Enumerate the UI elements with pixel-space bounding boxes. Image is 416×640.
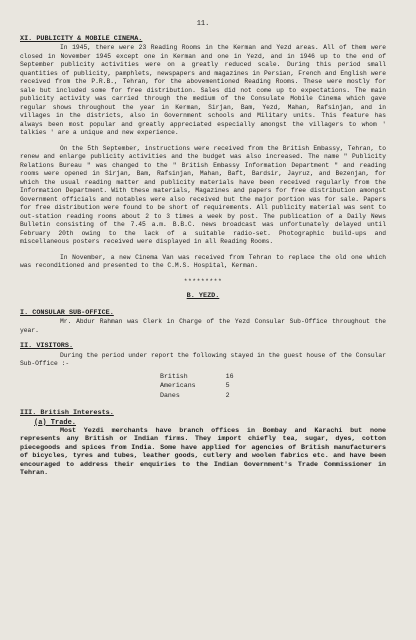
visitor-nationality: Americans — [160, 382, 196, 389]
section-consular-sub-office — [20, 309, 386, 336]
page-number: 11. — [196, 20, 210, 28]
table-row — [160, 373, 234, 383]
table-row — [160, 392, 234, 402]
section-heading-visitors: II. VISITORS. — [20, 342, 74, 350]
paragraph-publicity-1: In 1945, there were 23 Reading Rooms in the Kerman and Yezd areas. All of them were closed in November 1945 except one in Kerman and one in Yezd, and in 1946 up to the end of September publicity activities were on a greatly reduced scale. During this period small quantities of publicity, pamphlets, newspapers and magazines in Persian, French and English were received from the P.R.B., Tehran, for the abovementioned Reading Rooms. These were mostly for sale but included some for free distribution. Sales did not come up to expectations. The main publicity activity was carried through the medium of the Consulate Mobile Cinema which gave regular shows throughout the year in Kerman, Sirjan, Bam, Yezd, Mahan, Rafsinjan, and in villages in the districts, also in Government schools and Military units. This feature has always been most popular and greatly appreciated especially amongst the villagers to whom ' talkies ' are a unique and new experience. — [20, 44, 386, 136]
section-heading-publicity: XI. PUBLICITY & MOBILE CINEMA. — [20, 34, 143, 43]
table-row — [160, 382, 234, 392]
visitor-count: 16 — [225, 372, 234, 380]
subheading-trade: (a) Trade. — [34, 418, 77, 427]
visitor-count: 2 — [225, 391, 230, 399]
paragraph-publicity-2: On the 5th September, instructions were received from the British Embassy, Tehran, to renew and enlarge publicity activities and the budget was also increased. The name " Publicity Relations Bureau " was changed to the " British Embassy Information Department " and reading rooms were opened in Sirjan, Bam, Rafsinjan, Mahan, Baft, Bardsir, Jayruz, and Bezenjan, for which the usual reading matter and publicity materials have been received regularly from the Information Department. With these materials, Magazines and papers for free distribution amongst Government officials and notables were also received but the major portion was for sale. Papers for free distribution were found to be short of requirements. All publicity material was sent to out-station reading rooms about 2 to 3 times a week by post. The publication of a Daily News Bulletin consisting of the 7.45 a.m. B.B.C. news broadcast was unfortunately delayed until February 20th owing to the lack of a suitable radio-set. Photographic build-ups and miscellaneous posters received were displayed in all Reading Rooms. — [20, 144, 386, 245]
paragraph-visitors: During the period under report the following stayed in the guest house of the Consular Sub-Office :- — [20, 351, 386, 367]
visitor-nationality: Danes — [160, 391, 180, 399]
visitor-nationality: British — [160, 372, 188, 380]
visitors-table — [160, 373, 234, 402]
section-separator: ********* — [183, 277, 223, 285]
section-visitors — [20, 342, 386, 401]
section-british-interests — [20, 409, 386, 477]
section-publicity — [20, 35, 386, 287]
section-heading-british-interests: III. British Interests. — [20, 409, 114, 417]
region-heading-yezd: B. YEZD. — [186, 292, 220, 300]
paragraph-consular: Mr. Abdur Rahman was Clerk in Charge of the Yezd Consular Sub-Office throughout the year. — [20, 318, 386, 334]
paragraph-trade: Most Yezdi merchants have branch offices in Bombay and Karachi but none represents any British or Indian firms. They import chiefly tea, sugar, dyes, cotton piecegoods and spices from India. Some have applied for agencies of British manufacturers of bicycles, tyres and tubes, leather goods, cutlery and woolen fabrics etc. and have been encouraged to address their enquiries to the Indian Government's Trade Commissioner in Tehran. — [20, 427, 386, 478]
paragraph-publicity-3: In November, a new Cinema Van was received from Tehran to replace the old one which was reconditioned and presented to the C.M.S. Hospital, Kerman. — [20, 253, 386, 269]
section-heading-consular: I. CONSULAR SUB-OFFICE. — [20, 308, 114, 317]
visitor-count: 5 — [225, 382, 230, 389]
